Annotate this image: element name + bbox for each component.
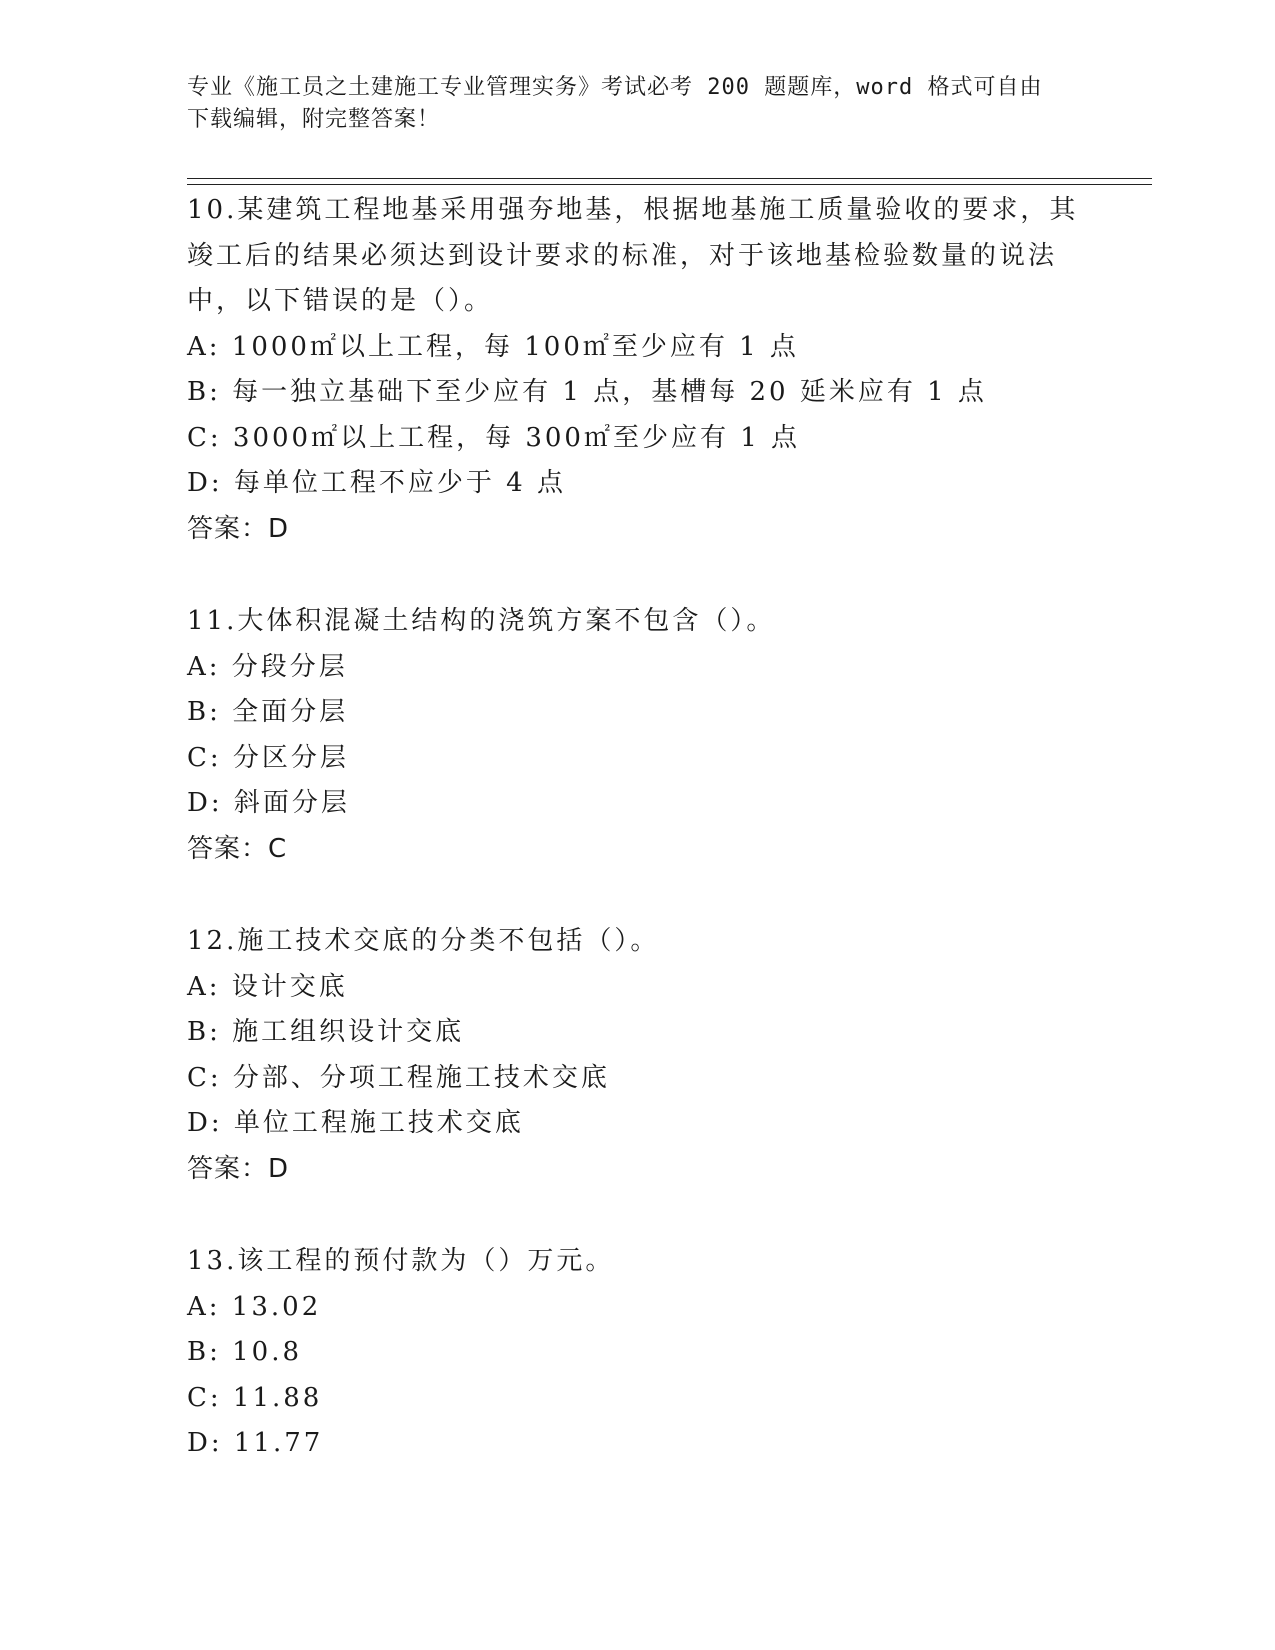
option-b: B: 施工组织设计交底 [187,1017,465,1047]
question-text-line: 12.施工技术交底的分类不包括（）。 [187,926,660,956]
question-list [187,188,1087,1514]
header-line-2: 下载编辑，附完整答案！ [187,107,441,132]
header-divider-bottom [187,184,1152,185]
option-b: B: 全面分层 [187,697,349,727]
question-text-line: 10.某建筑工程地基采用强夯地基，根据地基施工质量验收的要求，其 [187,195,1079,225]
question-13 [187,1239,1087,1467]
option-a: A: 1000㎡以上工程，每 100㎡至少应有 1 点 [187,331,799,362]
option-d: D: 每单位工程不应少于 4 点 [187,468,566,498]
question-text-line: 竣工后的结果必须达到设计要求的标准，对于该地基检验数量的说法 [187,240,1058,271]
answer-label: 答案：D [187,513,290,544]
answer-label: 答案：D [187,1153,290,1184]
option-a: A: 设计交底 [187,971,348,1002]
option-b: B: 每一独立基础下至少应有 1 点，基槽每 20 延米应有 1 点 [187,377,987,407]
option-c: C: 分区分层 [187,742,349,773]
option-d: D: 单位工程施工技术交底 [187,1108,524,1138]
option-b: B: 10.8 [187,1337,303,1367]
header-line-1: 专业《施工员之土建施工专业管理实务》考试必考 200 题题库，word 格式可自由 [187,75,1043,100]
option-a: A: 分段分层 [187,651,348,682]
document-header [187,72,1067,136]
option-c: C: 分部、分项工程施工技术交底 [187,1062,610,1093]
answer-label: 答案：C [187,833,288,864]
question-12 [187,919,1087,1192]
question-text-line: 13.该工程的预付款为（）万元。 [187,1246,615,1276]
question-11 [187,599,1087,872]
option-d: D: 11.77 [187,1428,324,1458]
question-text-line: 中，以下错误的是（）。 [187,286,494,316]
option-d: D: 斜面分层 [187,788,350,818]
option-a: A: 13.02 [187,1291,322,1322]
question-10 [187,188,1087,552]
header-divider-top [187,178,1152,179]
option-c: C: 3000㎡以上工程，每 300㎡至少应有 1 点 [187,422,801,453]
question-text-line: 11.大体积混凝土结构的浇筑方案不包含（）。 [187,606,776,636]
option-c: C: 11.88 [187,1382,323,1413]
